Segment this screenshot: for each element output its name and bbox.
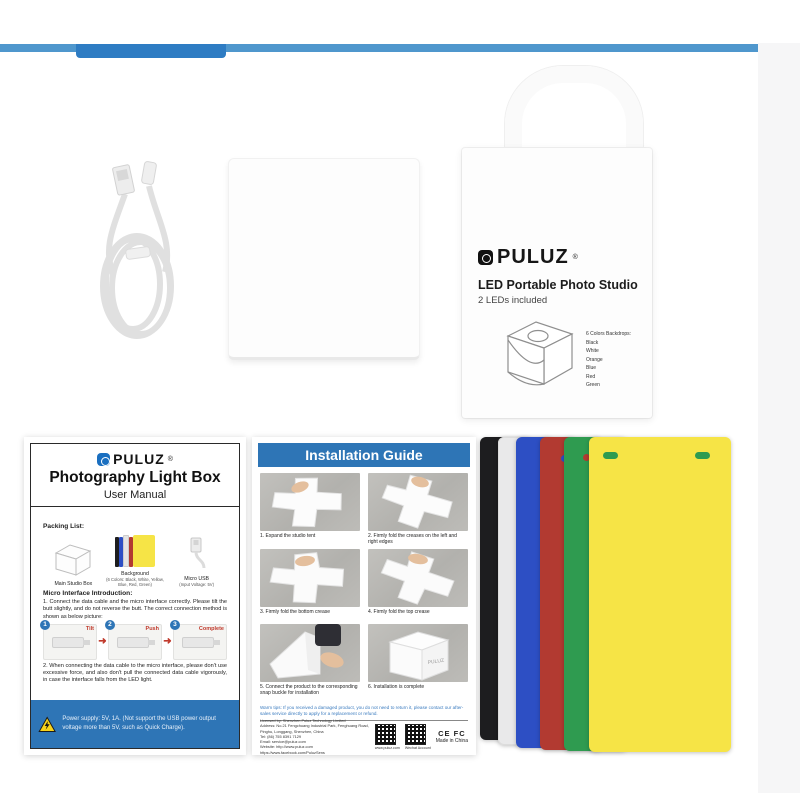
studio-box-mini-drawing	[52, 541, 94, 577]
qr-caption: www.puluz.com	[374, 745, 400, 750]
step-number-badge: 3	[170, 620, 180, 630]
step-label: Push	[145, 625, 159, 632]
bag-backdrop-color: Black	[586, 339, 599, 346]
packing-caption-sub: (6 Colors: Black, White, Yellow, Blue, Red, Green)	[106, 577, 164, 587]
packing-caption-sub: (Input Voltage: 5V)	[179, 582, 214, 587]
step-photo-1	[260, 473, 360, 531]
footer-line: Pinghu, Longgang, Shenzhen, China	[260, 728, 324, 734]
qr-website	[375, 724, 400, 750]
arrow-icon: ➜	[98, 636, 107, 648]
micro-interface-heading: Micro Interface Introduction:	[43, 590, 133, 597]
installation-guide-page	[252, 437, 476, 755]
packing-caption: Main Studio Box	[54, 581, 93, 587]
background-mini-stack	[115, 533, 155, 567]
backdrop-slot	[603, 452, 618, 459]
connection-step-3	[173, 620, 227, 660]
footer-line: Licensed by: Shenzhen Puluz Technology Limited	[260, 718, 346, 724]
step-caption-4: 4. Firmly fold the top crease	[368, 608, 430, 615]
bag-backdrop-color: Red	[586, 373, 596, 380]
footer-line: Address: No.21 Fengchuang Industrial Park, Fenghuang Road,	[260, 723, 369, 729]
packing-caption: Micro USB	[184, 576, 210, 582]
manual-paragraph-1: 1. Connect the data cable and the micro interface correctly. Please tilt the butt slightly, and do not reverse the butt. The correct connection method is shown as below picture:	[43, 599, 227, 620]
connection-steps-row	[43, 620, 227, 660]
footer-line: Email: service@puluz.com	[260, 739, 306, 745]
plug-illustration	[182, 637, 214, 648]
usb-cable-photo	[85, 158, 195, 350]
step-label: Tilt	[85, 625, 94, 632]
step-photo-2	[368, 473, 468, 531]
packing-item-studio-box	[43, 541, 104, 587]
backdrop-sheet-yellow	[589, 437, 731, 752]
installation-steps-grid	[260, 473, 468, 697]
warm-tips-text: Warm tips: If you received a damaged product, you do not need to return it, please contact our after-sales service directly to apply for a replacement or refund.	[260, 705, 464, 717]
step-label: Complete	[198, 625, 224, 632]
packing-item-micro-usb	[166, 536, 227, 587]
power-warning-box	[31, 700, 239, 748]
arrow-icon: ➜	[163, 636, 172, 648]
step-photo-4	[368, 549, 468, 607]
packing-list-row	[43, 533, 227, 587]
manual-brand-text: PULUZ	[113, 451, 165, 467]
manual-subtitle: User Manual	[31, 489, 239, 507]
footer-line: https://www.facebook.com/PuluzSens	[260, 749, 325, 755]
user-manual-page	[24, 437, 246, 755]
certification-block	[436, 729, 468, 744]
packing-caption: Background	[121, 571, 149, 577]
manual-paragraph-2: 2. When connecting the data cable to the micro interface, please don't use excessive force, and also don't pull the connected data cable vigorously, in case the interface falls from the LED light.	[43, 662, 227, 684]
step-photo-5	[260, 624, 360, 682]
company-info-block	[260, 718, 370, 755]
packing-item-background	[105, 533, 166, 587]
step-caption-6: 6. Installation is complete	[368, 683, 425, 690]
cert-marks: CE FC	[438, 729, 466, 738]
step-photo-3	[260, 549, 360, 607]
connection-step-2	[108, 620, 162, 660]
bag-backdrop-color: White	[586, 348, 599, 354]
step-caption-5: 5. Connect the product to the corresponding snap buckle for installation	[260, 683, 358, 696]
step-number-badge: 2	[105, 620, 115, 630]
page-background-strip	[758, 43, 800, 793]
connection-step-1	[43, 620, 97, 660]
manual-border-frame	[30, 443, 240, 749]
svg-text:PULUZ: PULUZ	[427, 657, 445, 666]
backdrop-slot	[695, 452, 710, 459]
step-caption-1: 1. Expand the studio tent	[260, 533, 316, 539]
step-caption-3: 3. Firmly fold the bottom crease	[260, 608, 331, 615]
top-blue-bar-tab	[76, 44, 226, 58]
footer-line: Website: http://www.puluz.com	[260, 744, 313, 750]
qr-wechat	[405, 724, 431, 750]
guide-footer	[260, 718, 468, 755]
bag-backdrop-note-title: 6 Colors Backdrops:	[586, 331, 632, 337]
bag-backdrop-color: Green	[586, 382, 600, 388]
step-number-badge: 1	[40, 620, 50, 630]
bag-product-title: LED Portable Photo Studio	[478, 278, 638, 292]
micro-usb-mini-drawing	[182, 536, 212, 572]
plug-illustration	[52, 637, 84, 648]
registered-mark: ®	[167, 455, 173, 463]
folded-studio-panel	[228, 158, 420, 360]
manual-header	[31, 444, 239, 507]
bag-backdrop-color: Blue	[586, 365, 597, 371]
bag-backdrop-color: Orange	[586, 356, 603, 363]
micro-usb-connector	[141, 161, 157, 185]
warning-triangle-icon	[38, 711, 56, 738]
installation-guide-title: Installation Guide	[258, 443, 470, 467]
puluz-logo-icon	[97, 453, 110, 466]
packing-list-heading: Packing List:	[43, 523, 85, 530]
qr-caption: Wechat Account	[404, 745, 431, 750]
power-warning-text: Power supply: 5V, 1A. (Not support the USB power output voltage more than 5V, such as Quick Charge).	[62, 716, 216, 731]
registered-mark: ®	[572, 254, 578, 261]
bag-brand-text: PULUZ	[497, 246, 569, 268]
bag-logo-row	[478, 246, 578, 269]
manual-body	[43, 520, 227, 685]
puluz-logo-icon	[478, 250, 493, 265]
plug-illustration	[117, 637, 149, 648]
manual-title: Photography Light Box	[49, 469, 221, 486]
footer-line: Tel: (86) 755 8391 7129	[260, 733, 302, 739]
made-in-china-text: Made in China	[435, 738, 468, 744]
qr-code-icon	[375, 724, 396, 745]
step-photo-6	[368, 624, 468, 682]
bag-product-subtitle: 2 LEDs included	[478, 295, 548, 306]
studio-box-line-drawing	[490, 316, 582, 396]
qr-code-icon	[405, 724, 426, 745]
step-caption-2: 2. Firmly fold the creases on the left and right edges	[368, 533, 457, 546]
bag-backdrop-note	[586, 330, 631, 390]
bag-body	[462, 148, 652, 418]
